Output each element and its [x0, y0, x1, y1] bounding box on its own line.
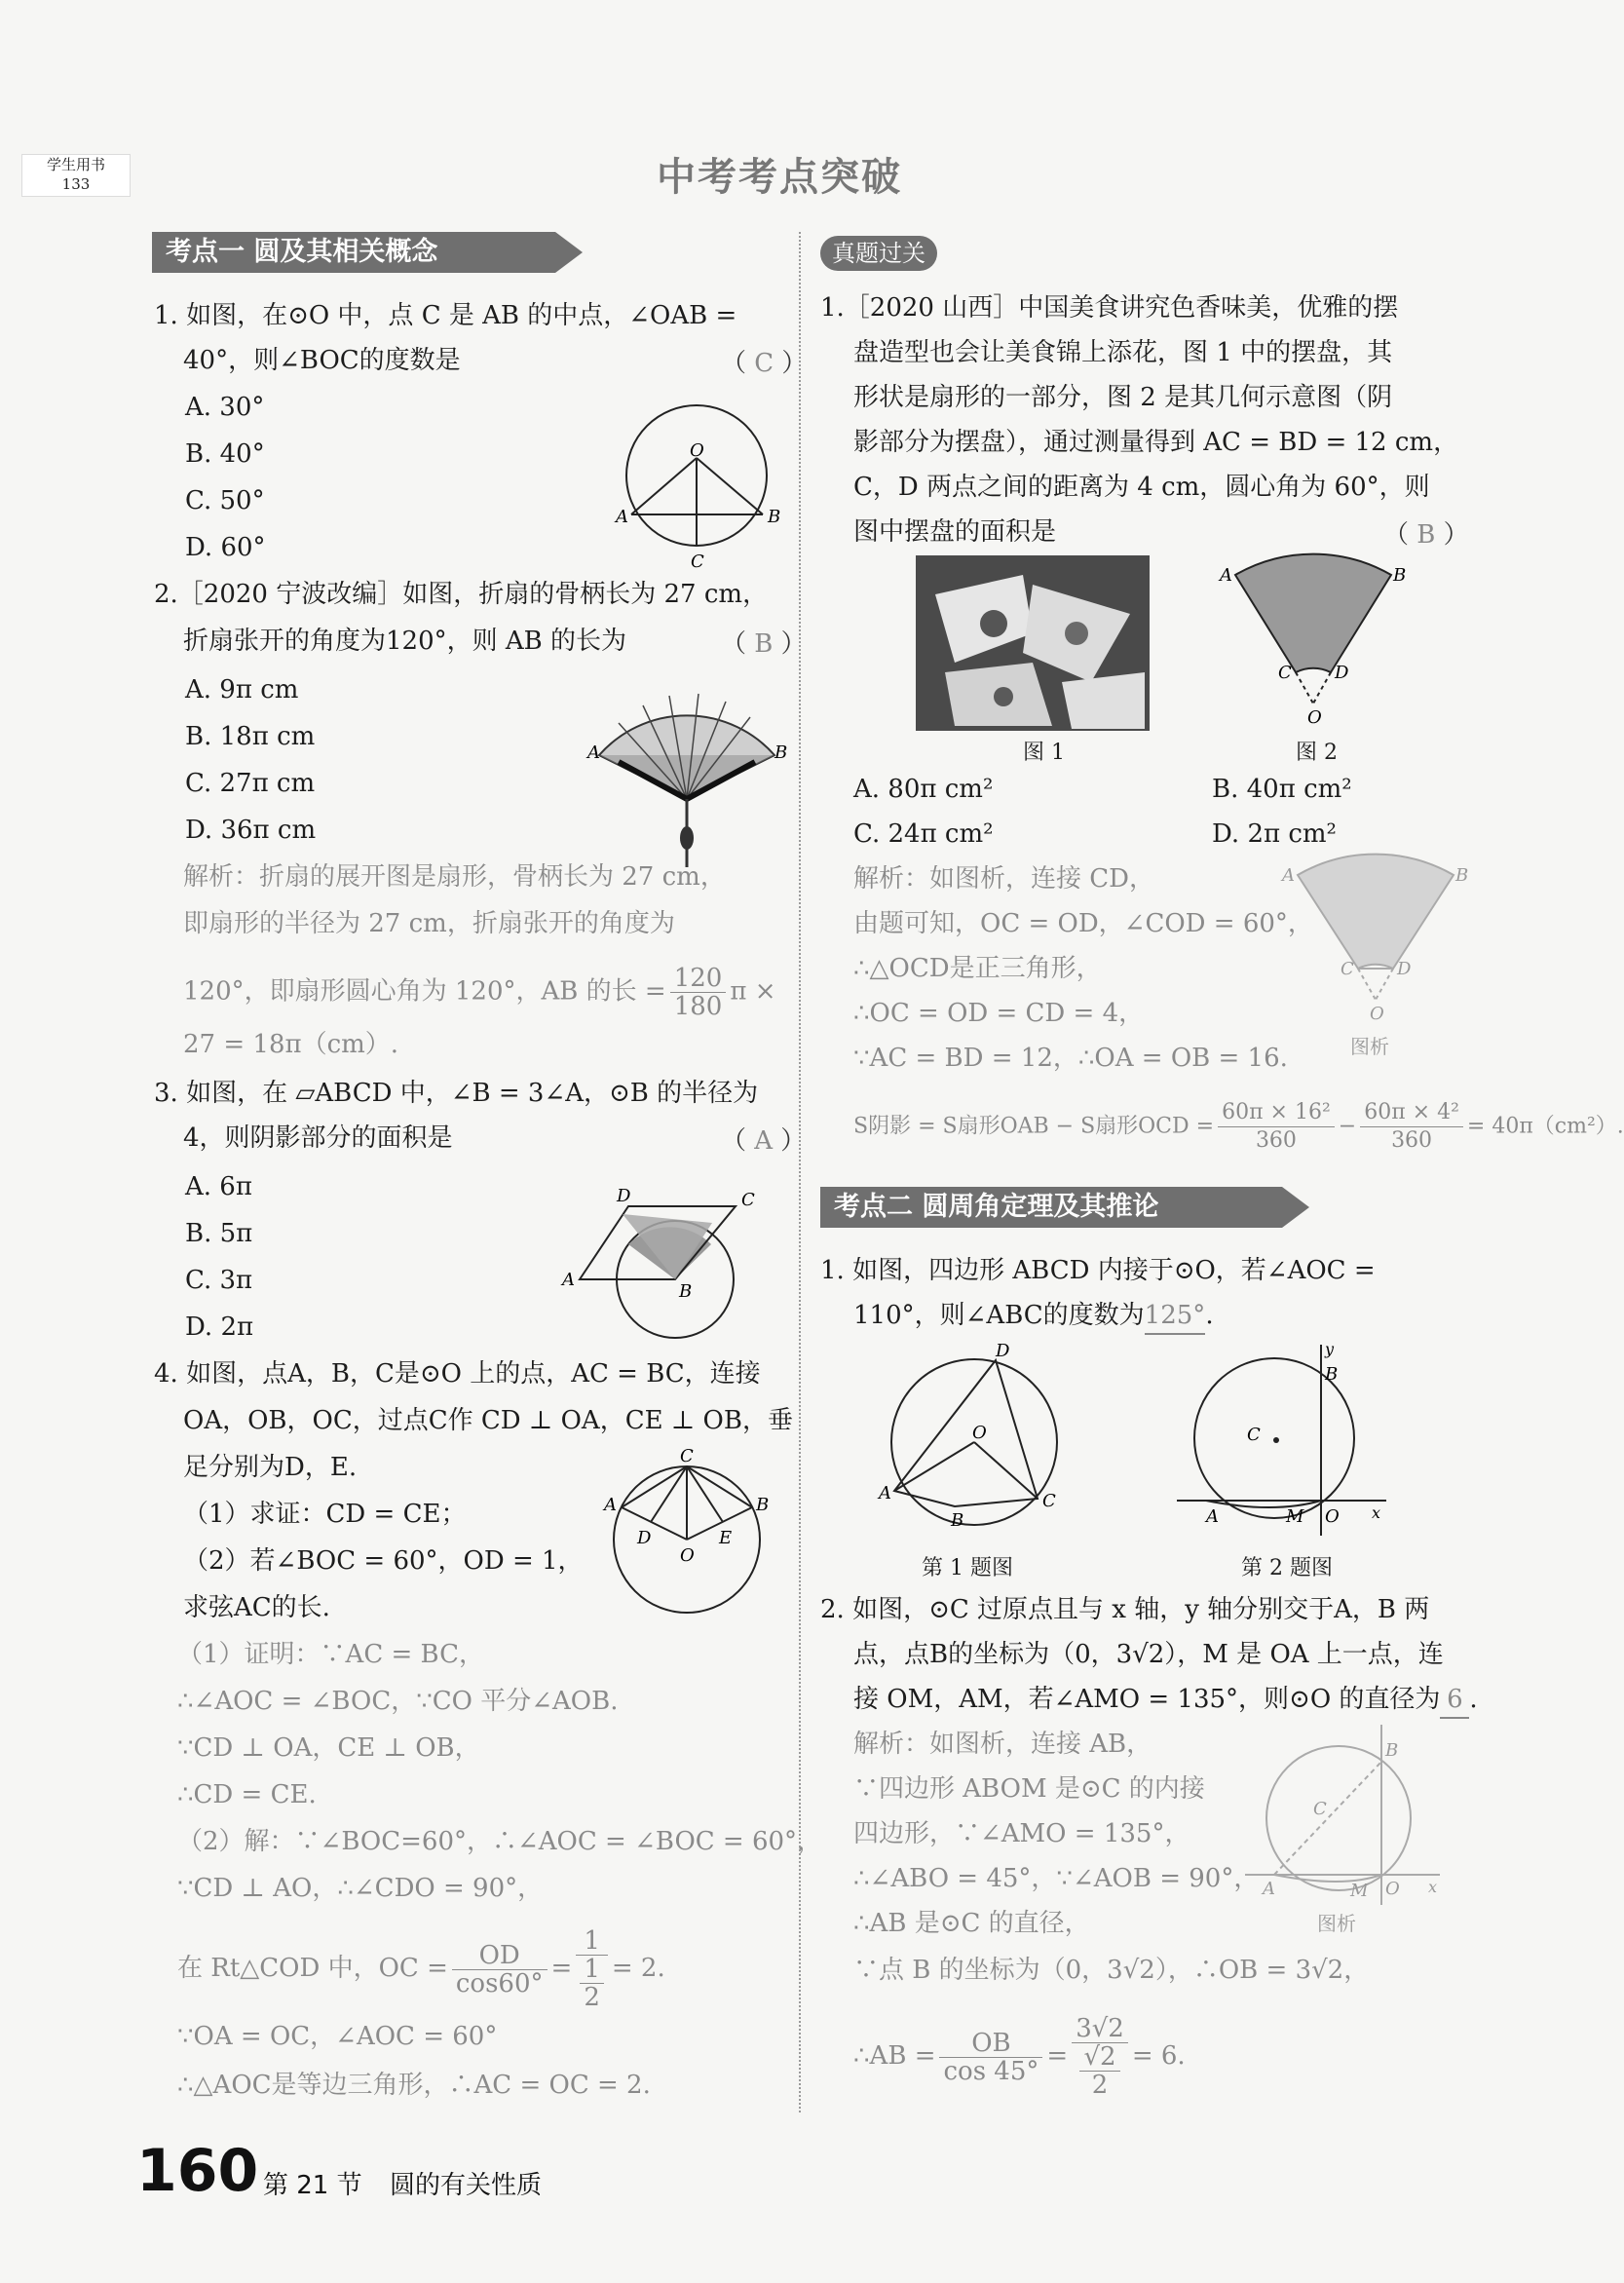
s2-q2-analysis-6: ∵点 B 的坐标为（0，3√2），∴OB = 3√2， [853, 1956, 1370, 1985]
svg-text:A: A [1206, 1506, 1219, 1527]
s2-q1-fig-caption: 第 1 题图 [922, 1556, 1013, 1580]
q4-line3: 足分别为D，E. [183, 1453, 358, 1482]
svg-text:C: C [741, 1190, 755, 1210]
r-q1-line6: 图中摆盘的面积是 [853, 517, 1057, 547]
s2-q1-line2: 110°，则∠ABC的度数为125°. [853, 1298, 1214, 1335]
q4-analysis-2: ∴∠AOC = ∠BOC，∵CO 平分∠AOB. [177, 1687, 619, 1716]
svg-text:A: A [587, 742, 600, 763]
svg-text:C: C [1042, 1491, 1056, 1511]
q2-option-c: C. 27π cm [185, 769, 316, 798]
svg-text:B: B [756, 1495, 770, 1515]
q4-circle-figure [594, 1442, 789, 1637]
svg-text:A: A [604, 1495, 617, 1515]
svg-text:B: B [1455, 865, 1469, 886]
q4-analysis-5: （2）解：∵∠BOC=60°，∴∠AOC = ∠BOC = 60°， [177, 1827, 823, 1856]
fig2-caption: 图 2 [1296, 741, 1338, 765]
svg-text:B: B [1385, 1740, 1399, 1761]
svg-text:C: C [1278, 663, 1292, 683]
q2-folding-fan-figure [580, 672, 799, 877]
svg-text:O: O [1370, 1004, 1384, 1024]
s2-q2-analysis-1: 解析：如图析，连接 AB， [853, 1730, 1152, 1759]
fig2-sector-diagram [1216, 557, 1411, 733]
s2-q2-analysis-7: ∴AB = $\frac{OB}{\cos 45^\circ}$ = $\frac{3√2}{\frac{√2}{2}}$ = 6. [853, 2014, 1186, 2100]
q1-line2: 40°，则∠BOC的度数是 [183, 346, 461, 375]
s2-q2-fig-caption: 第 2 题图 [1241, 1556, 1333, 1580]
q2-line1: 2.［2020 宁波改编］如图，折扇的骨柄长为 27 cm， [154, 580, 769, 609]
svg-text:O: O [690, 440, 704, 461]
r-q1-analysis-4: ∴OC = OD = CD = 4， [853, 999, 1145, 1028]
q1-option-a: A. 30° [185, 393, 265, 422]
svg-text:B: B [951, 1510, 964, 1531]
footer-section: 第 21 节 [263, 2171, 362, 2200]
side-label [21, 154, 131, 197]
q4-analysis-1: （1）证明：∵AC = BC， [177, 1640, 485, 1669]
svg-text:C: C [1247, 1425, 1261, 1445]
q3-line1: 3. 如图，在 ▱ABCD 中，∠B = 3∠A，⊙B 的半径为 [154, 1079, 759, 1108]
q4-analysis-4: ∴CD = CE. [177, 1780, 317, 1809]
footer-title: 圆的有关性质 [390, 2171, 543, 2200]
svg-text:M: M [1350, 1881, 1369, 1901]
r-q1-option-a: A. 80π cm² [853, 775, 994, 804]
svg-text:E: E [719, 1528, 733, 1548]
r-q1-option-d: D. 2π cm² [1212, 819, 1337, 849]
q1-line1: 1. 如图，在⊙O 中，点 C 是 AB 的中点，∠OAB = [154, 301, 737, 330]
real-questions-tag: 真题过关 [820, 236, 937, 271]
q2-option-b: B. 18π cm [185, 722, 316, 751]
food-plating-photo [916, 555, 1150, 731]
svg-text:D: D [1335, 663, 1349, 683]
svg-text:B: B [1325, 1364, 1339, 1385]
svg-text:C: C [691, 552, 704, 572]
svg-text:D: D [617, 1186, 631, 1206]
q4-analysis-3: ∵CD ⊥ OA，CE ⊥ OB， [177, 1733, 480, 1763]
s2-q2-analysis-3: 四边形，∵∠AMO = 135°， [853, 1819, 1190, 1848]
q2-answer: （ B ） [721, 629, 807, 659]
q3-answer: （ A ） [721, 1126, 807, 1156]
column-divider [799, 232, 801, 2112]
s2-q2-analysis-5: ∴AB 是⊙C 的直径， [853, 1909, 1090, 1938]
r-q1-line2: 盘造型也会让美食锦上添花，图 1 中的摆盘，其 [853, 338, 1393, 367]
r-q1-analysis-figure [1278, 854, 1473, 1029]
q1-answer: （ C ） [721, 349, 808, 378]
q3-option-a: A. 6π [185, 1172, 252, 1201]
s2-q2-analysis-fig-caption: 图析 [1317, 1912, 1356, 1935]
svg-text:O: O [680, 1545, 695, 1566]
svg-text:A: A [1220, 565, 1232, 586]
svg-text:C: C [1341, 959, 1354, 979]
svg-text:A: A [879, 1483, 891, 1503]
page-title: 中考考点突破 [657, 155, 902, 200]
r-q1-line4: 影部分为摆盘），通过测量得到 AC = BD = 12 cm， [853, 428, 1459, 457]
svg-text:D: D [1397, 959, 1412, 979]
svg-text:B: B [774, 742, 788, 763]
svg-text:x: x [1372, 1503, 1381, 1522]
r-q1-line3: 形状是扇形的一部分，图 2 是其几何示意图（阴 [853, 383, 1393, 412]
s2-q2-answer: 6 [1440, 1682, 1469, 1719]
svg-text:M: M [1286, 1506, 1304, 1527]
svg-text:C: C [680, 1446, 694, 1466]
r-q1-answer: （ B ） [1383, 520, 1469, 550]
q3-option-d: D. 2π [185, 1313, 254, 1342]
q2-analysis-1: 解析：折扇的展开图是扇形，骨柄长为 27 cm， [183, 862, 726, 892]
r-q1-analysis-1: 解析：如图析，连接 CD， [853, 864, 1155, 894]
q4-analysis-8: ∵OA = OC，∠AOC = 60° [177, 2022, 498, 2051]
svg-text:D: D [996, 1341, 1010, 1361]
q3-line2: 4，则阴影部分的面积是 [183, 1123, 453, 1153]
q2-analysis-2: 即扇形的半径为 27 cm，折扇张开的角度为 [183, 909, 675, 938]
r-q1-analysis-6: S阴影 = S扇形OAB − S扇形OCD = $\frac{\text{60π × 16²}}{360}$ − $\frac{\text{60π × 4²}}{360}$ = 40π（cm²）. [853, 1100, 1624, 1153]
r-q1-option-c: C. 24π cm² [853, 819, 994, 849]
r-q1-analysis-5: ∵AC = BD = 12，∴OA = OB = 16. [853, 1044, 1288, 1073]
q1-option-d: D. 60° [185, 533, 266, 562]
svg-text:A: A [616, 507, 628, 527]
section-heading-1: 考点一 圆及其相关概念 [152, 232, 555, 273]
page-number: 160 [136, 2137, 259, 2205]
s2-q2-figure [1177, 1341, 1391, 1545]
svg-text:B: B [679, 1281, 693, 1302]
s2-q1-figure [877, 1341, 1072, 1540]
svg-text:y: y [1325, 1340, 1335, 1358]
r-q1-analysis-fig-caption: 图析 [1350, 1035, 1389, 1058]
r-q1-analysis-3: ∴△OCD是正三角形， [853, 954, 1102, 983]
side-label-book: 学生用书 [46, 156, 105, 173]
s2-q2-line3: 接 OM，AM，若∠AMO = 135°，则⊙O 的直径为 6 . [853, 1682, 1478, 1719]
s2-q2-analysis-figure [1245, 1725, 1450, 1910]
svg-text:O: O [1307, 707, 1322, 728]
section-heading-2: 考点二 圆周角定理及其推论 [820, 1187, 1282, 1228]
q4-line1: 4. 如图，点A，B，C是⊙O 上的点，AC = BC，连接 [154, 1359, 761, 1389]
fig1-caption: 图 1 [1023, 741, 1065, 765]
s2-q2-line2: 点，点B的坐标为（0，3√2），M 是 OA 上一点，连 [853, 1640, 1444, 1669]
q4-analysis-7: 在 Rt△COD 中，OC = $\frac{OD}{\cos 60^\circ}$ = $\frac{1}{\frac{1}{2}}$ = 2. [177, 1926, 665, 2012]
q3-parallelogram-figure [550, 1184, 784, 1354]
svg-text:O: O [972, 1423, 987, 1443]
q2-analysis-3: 120°，即扇形圆心角为 120°，AB 的长 = $\frac{120}{180}$ π × [183, 964, 776, 1021]
q4-line6: 求弦AC的长. [183, 1593, 330, 1622]
svg-text:A: A [562, 1270, 575, 1290]
svg-text:B: B [1393, 565, 1407, 586]
r-q1-line5: C，D 两点之间的距离为 4 cm，圆心角为 60°，则 [853, 473, 1430, 502]
q2-option-a: A. 9π cm [185, 675, 299, 704]
svg-text:O: O [1385, 1879, 1400, 1899]
s2-q2-analysis-2: ∵四边形 ABOM 是⊙C 的内接 [853, 1774, 1205, 1804]
s2-q1-line1: 1. 如图，四边形 ABCD 内接于⊙O，若∠AOC = [820, 1256, 1376, 1285]
q4-analysis-6: ∵CD ⊥ AO，∴∠CDO = 90°， [177, 1874, 544, 1903]
q1-option-b: B. 40° [185, 439, 265, 469]
svg-text:A: A [1282, 865, 1295, 886]
r-q1-analysis-2: 由题可知，OC = OD，∠COD = 60°， [853, 909, 1313, 938]
q4-analysis-9: ∴△AOC是等边三角形，∴AC = OC = 2. [177, 2071, 651, 2100]
svg-text:B: B [768, 507, 781, 527]
q4-line2: OA，OB，OC，过点C作 CD ⊥ OA，CE ⊥ OB，垂 [183, 1406, 793, 1435]
svg-text:A: A [1263, 1879, 1275, 1899]
q2-option-d: D. 36π cm [185, 816, 317, 845]
svg-text:O: O [1325, 1506, 1340, 1527]
q4-line4: （1）求证：CD = CE； [183, 1500, 467, 1529]
q2-line2: 折扇张开的角度为120°，则 AB 的长为 [183, 627, 627, 656]
svg-text:D: D [637, 1528, 652, 1548]
r-q1-option-b: B. 40π cm² [1212, 775, 1352, 804]
svg-text:x: x [1428, 1878, 1438, 1896]
q3-option-b: B. 5π [185, 1219, 253, 1248]
svg-text:C: C [1313, 1799, 1327, 1819]
q2-analysis-4: 27 = 18π（cm）. [183, 1030, 399, 1059]
q1-circle-figure [604, 390, 799, 585]
r-q1-line1: 1.［2020 山西］中国美食讲究色香味美，优雅的摆 [820, 293, 1399, 323]
s2-q1-answer: 125° [1145, 1298, 1206, 1335]
s2-q2-line1: 2. 如图，⊙C 过原点且与 x 轴，y 轴分别交于A，B 两 [820, 1595, 1430, 1624]
q1-option-c: C. 50° [185, 486, 265, 515]
q4-line5: （2）若∠BOC = 60°，OD = 1， [183, 1546, 584, 1576]
side-label-page: 133 [61, 175, 91, 193]
s2-q2-analysis-4: ∴∠ABO = 45°，∵∠AOB = 90°， [853, 1864, 1260, 1893]
q3-option-c: C. 3π [185, 1266, 253, 1295]
